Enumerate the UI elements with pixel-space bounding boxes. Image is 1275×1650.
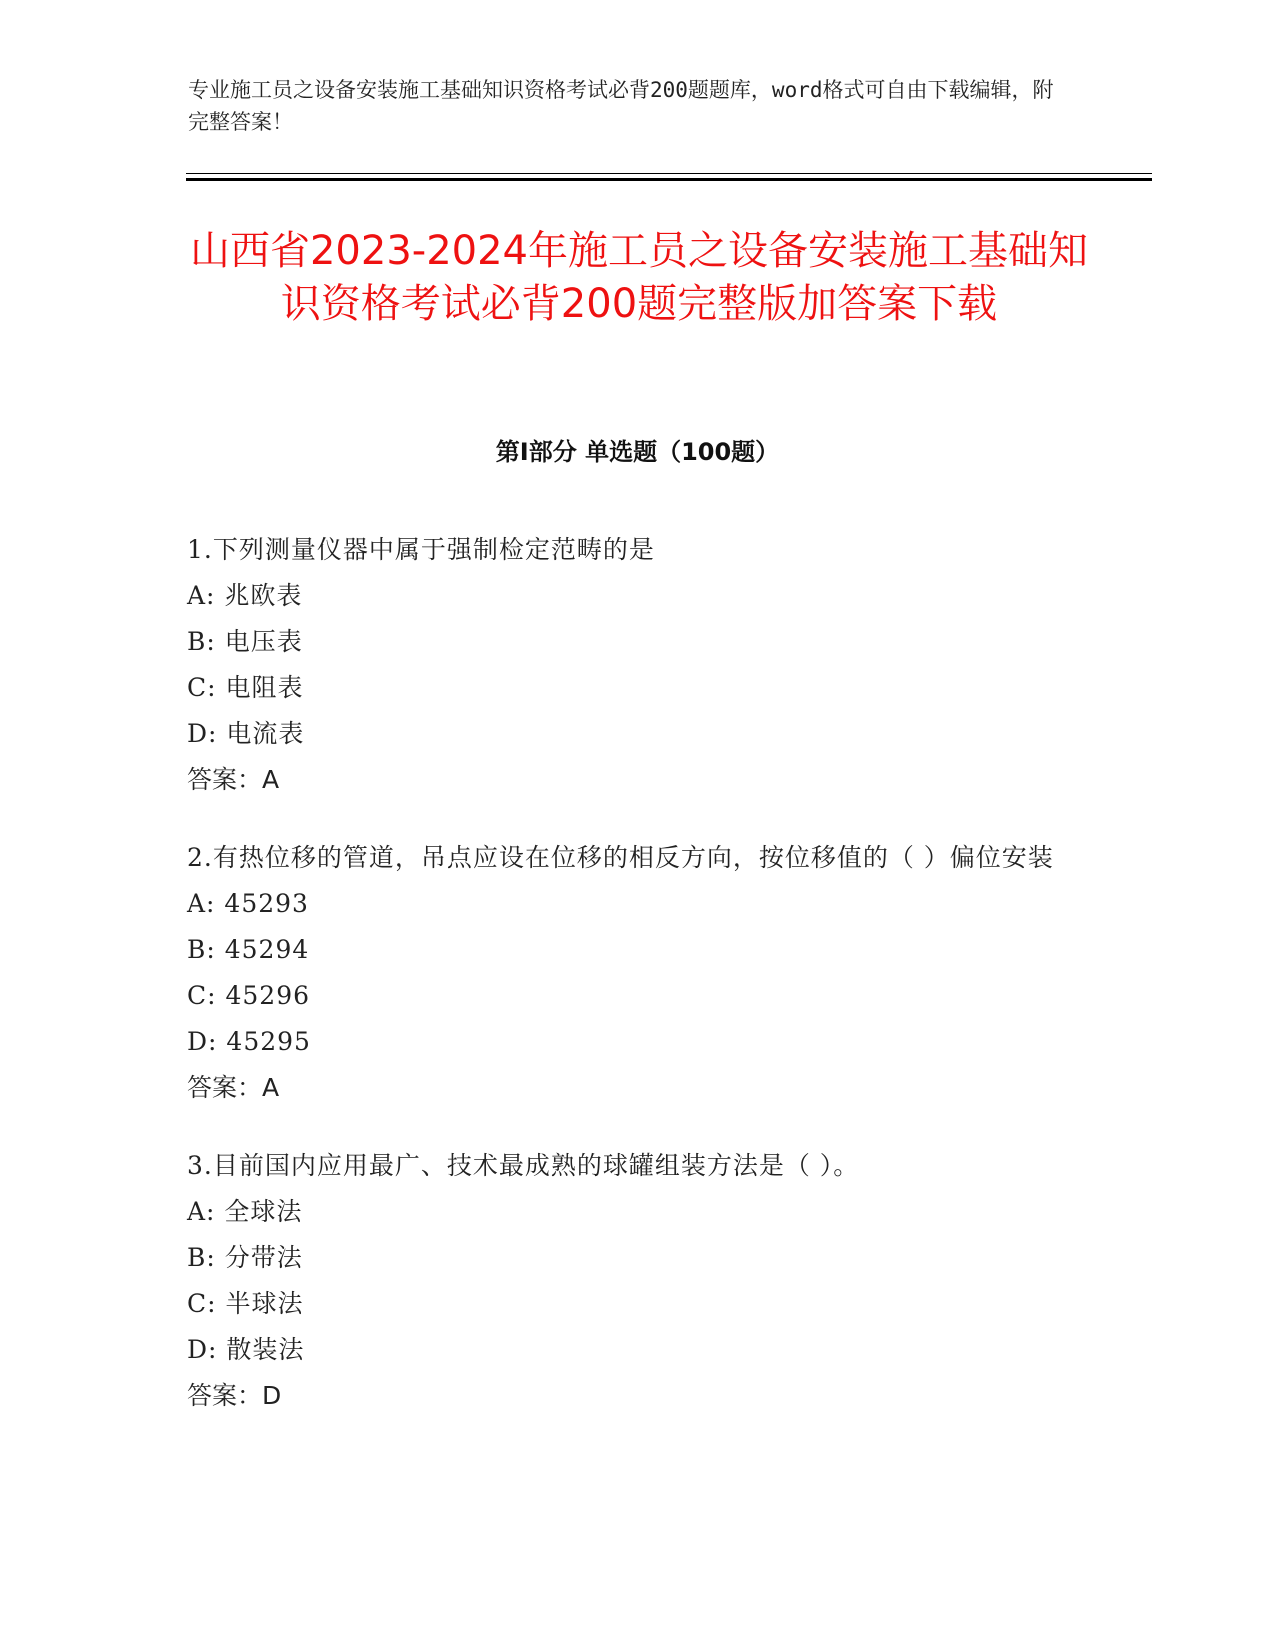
header-divider-thick [186,178,1152,181]
option-a: A: 全球法 [187,1197,303,1226]
answer-text: 答案：A [187,1073,280,1102]
question-text: 1.下列测量仪器中属于强制检定范畴的是 [187,535,655,564]
question-text: 3.目前国内应用最广、技术最成熟的球罐组装方法是（ ）。 [187,1151,860,1180]
section-heading: 第Ⅰ部分 单选题（100题） [495,438,780,466]
option-d: D: 散装法 [187,1335,305,1364]
option-d: D: 电流表 [187,719,305,748]
document-title: 山西省2023-2024年施工员之设备安装施工基础知识资格考试必背200题完整版加答案下载 [189,228,1089,327]
option-b: B: 45294 [187,935,310,964]
option-c: C: 电阻表 [187,673,304,702]
header-divider-thin [186,173,1152,174]
header-intro-text: 专业施工员之设备安装施工基础知识资格考试必背200题题库，word格式可自由下载编辑，附完整答案！ [188,78,1054,134]
answer-text: 答案：D [187,1381,282,1410]
option-b: B: 分带法 [187,1243,303,1272]
option-a: A: 45293 [187,889,309,918]
question-list [187,527,1087,1451]
option-c: C: 45296 [187,981,311,1010]
option-a: A: 兆欧表 [187,581,303,610]
document-header [188,74,1068,138]
answer-text: 答案：A [187,765,280,794]
question-text: 2.有热位移的管道，吊点应设在位移的相反方向，按位移值的（ ）偏位安装 [187,843,1054,872]
question-item [187,835,1087,1111]
question-item [187,527,1087,803]
option-c: C: 半球法 [187,1289,304,1318]
option-b: B: 电压表 [187,627,303,656]
option-d: D: 45295 [187,1027,311,1056]
question-item [187,1143,1087,1419]
